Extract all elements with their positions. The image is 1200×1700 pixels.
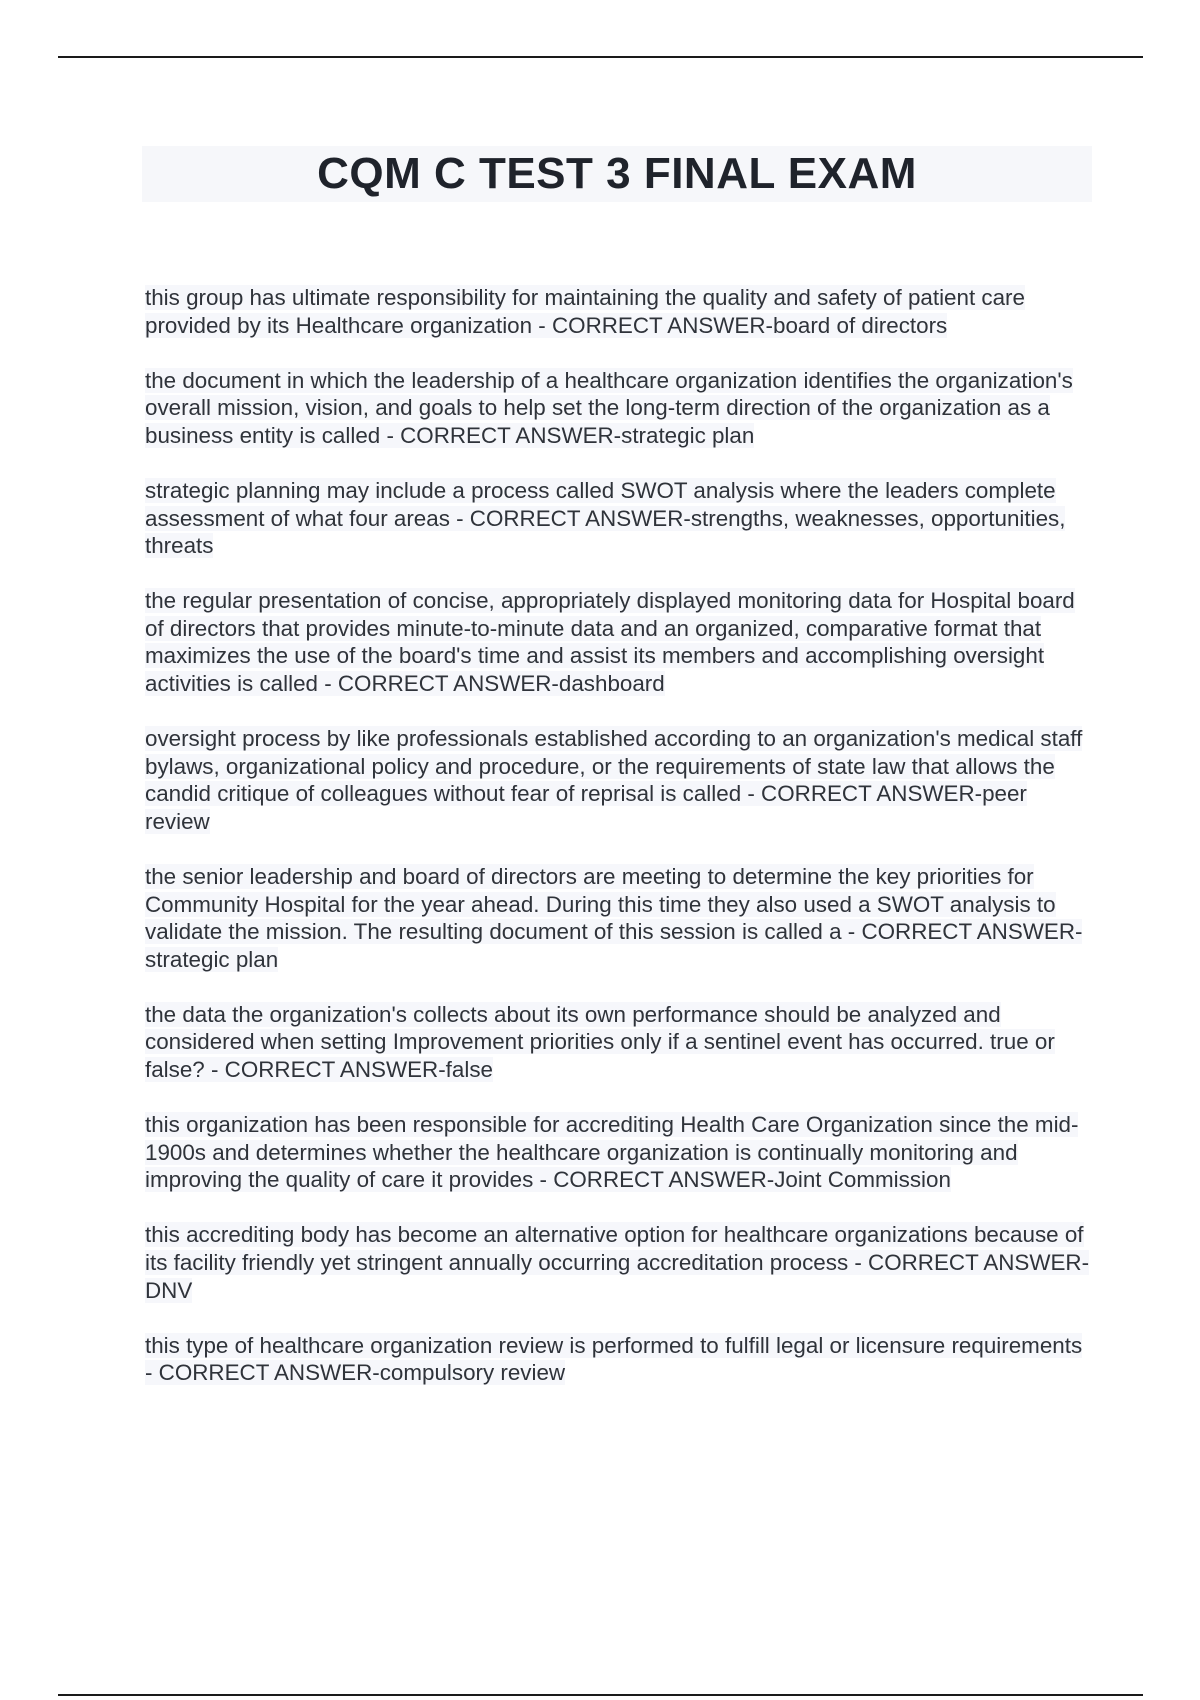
qa-item bbox=[145, 1221, 1095, 1304]
qa-text: this organization has been responsible for accrediting Health Care Organization since the mid-1900s and determines whether the healthcare organization is continually monitoring and improving the quality of care it provides - CORRECT ANSWER-Joint Commission bbox=[145, 1112, 1079, 1193]
qa-text: strategic planning may include a process called SWOT analysis where the leaders complete assessment of what four areas - CORRECT ANSWER-strengths, weaknesses, opportunities, threats bbox=[145, 477, 1066, 559]
qa-item bbox=[145, 587, 1095, 697]
qa-text: the document in which the leadership of a healthcare organization identifies the organization's overall mission, vision, and goals to help set the long-term direction of the organization as a business entity is called - CORRECT ANSWER-strategic plan bbox=[145, 367, 1073, 448]
qa-item bbox=[145, 477, 1095, 560]
qa-text: the senior leadership and board of directors are meeting to determine the key priorities for Community Hospital for the year ahead. During this time they also used a SWOT analysis to validate the mission. The resulting document of this session is called a - CORRECT ANSWER-strategic plan bbox=[145, 864, 1083, 972]
qa-text: the regular presentation of concise, appropriately displayed monitoring data for Hospital board of directors that provides minute-to-minute data and an organized, comparative format that maximizes the use of the board's time and assist its members and accomplishing oversight activities is called - CORRECT ANSWER-dashboard bbox=[145, 588, 1075, 697]
qa-text: this accrediting body has become an alternative option for healthcare organizations because of its facility friendly yet stringent annually occurring accreditation process - CORRECT ANSWER-DNV bbox=[145, 1222, 1090, 1303]
qa-text: oversight process by like professionals established according to an organization's medical staff bylaws, organizational policy and procedure, or the requirements of state law that allows the candid critique of colleagues without fear of reprisal is called - CORRECT ANSWER-peer review bbox=[145, 726, 1083, 834]
top-rule bbox=[58, 56, 1143, 58]
qa-item bbox=[145, 284, 1095, 339]
qa-item bbox=[145, 1332, 1095, 1387]
qa-item bbox=[145, 1111, 1095, 1194]
bottom-rule bbox=[58, 1694, 1143, 1696]
qa-list bbox=[145, 284, 1095, 1414]
qa-item bbox=[145, 1001, 1095, 1084]
qa-item bbox=[145, 863, 1095, 973]
qa-item bbox=[145, 725, 1095, 835]
title-band bbox=[142, 146, 1092, 202]
qa-text: this group has ultimate responsibility for maintaining the quality and safety of patient care provided by its Healthcare organization - CORRECT ANSWER-board of directors bbox=[145, 285, 1025, 338]
qa-item bbox=[145, 367, 1095, 450]
qa-text: this type of healthcare organization review is performed to fulfill legal or licensure requirements - CORRECT ANSWER-compulsory review bbox=[145, 1332, 1083, 1386]
page-title: CQM C TEST 3 FINAL EXAM bbox=[317, 149, 917, 198]
qa-text: the data the organization's collects about its own performance should be analyzed and considered when setting Improvement priorities only if a sentinel event has occurred. true or false? - CORRECT ANSWER-false bbox=[145, 1001, 1055, 1083]
